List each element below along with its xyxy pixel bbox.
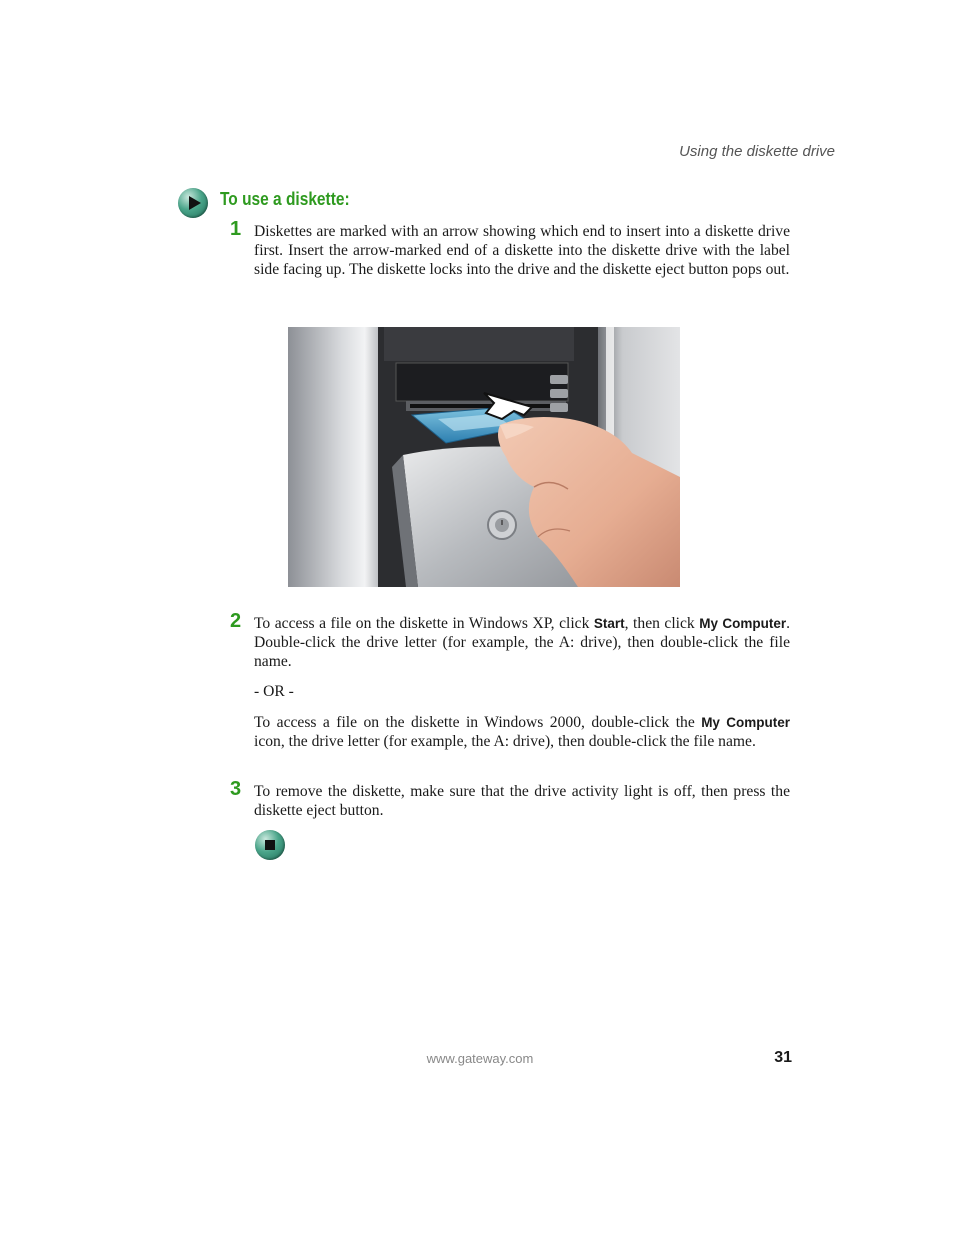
step-2-alt-text-b: icon, the drive letter (for example, the A: drive), then double-click the file name. — [254, 733, 756, 750]
diskette-insertion-photo — [288, 327, 680, 587]
section-title: To use a diskette: — [220, 189, 350, 209]
running-head: Using the diskette drive — [679, 143, 835, 160]
step-2-text — [254, 614, 790, 671]
my-computer-label: My Computer — [699, 616, 787, 631]
start-menu-label: Start — [593, 616, 625, 631]
stop-square-icon — [255, 830, 285, 860]
my-computer-label-alt: My Computer — [701, 715, 790, 730]
page-number: 31 — [774, 1049, 792, 1066]
step-2-alt-text — [254, 713, 790, 751]
step-3-text: To remove the diskette, make sure that the drive activity light is off, then press the diskette eject button. — [254, 783, 790, 819]
or-separator: - OR - — [254, 683, 294, 700]
step-2-text-c: . Double-click the drive letter (for example, the A: drive), then double-click the file name. — [254, 615, 791, 670]
step-number-1: 1 — [230, 218, 242, 240]
step-2-text-b: , then click — [624, 615, 700, 632]
step-number-3: 3 — [230, 778, 242, 800]
play-arrow-icon — [178, 188, 208, 218]
footer-url: www.gateway.com — [426, 1051, 534, 1066]
step-2-alt-text-a: To access a file on the diskette in Windows 2000, double-click the — [254, 714, 702, 731]
step-2-text-a: To access a file on the diskette in Windows XP, click — [254, 615, 594, 632]
step-number-2: 2 — [230, 610, 242, 632]
step-1-text: Diskettes are marked with an arrow showing which end to insert into a diskette drive first. Insert the arrow-marked end of a diskette into the diskette drive with the label side facing up. The diskette locks into the drive and the diskette eject button pops out. — [254, 223, 790, 278]
